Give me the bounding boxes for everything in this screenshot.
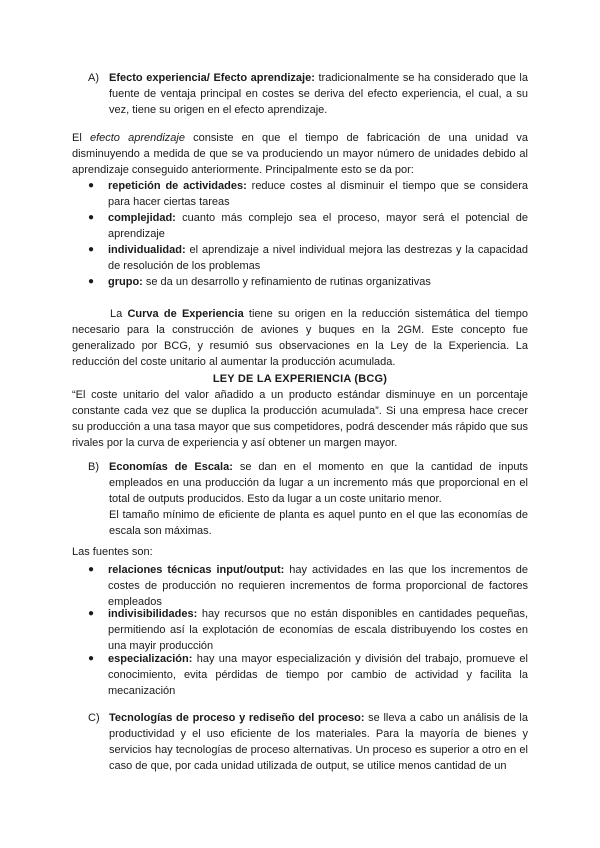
section-a <box>88 70 528 118</box>
law-title: LEY DE LA EXPERIENCIA (BCG) <box>212 373 388 385</box>
curve-bold-term: Curva de Experiencia <box>127 308 244 320</box>
list-item: ● grupo: se da un desarrollo y refinamiento de rutinas organizativas <box>88 276 431 288</box>
list-item: ● individualidad: el aprendizaje a nivel individual mejora las destrezas y la capacidad de resolución de los problemas <box>88 244 528 272</box>
bullet-icon: ● <box>88 180 95 191</box>
section-b-extra: El tamaño mínimo de eficiente de planta es aquel punto en el que las economías de escala son máximas. <box>109 509 528 537</box>
section-a-marker: A) <box>88 72 99 84</box>
section-b-marker: B) <box>88 461 99 473</box>
sources-label: Las fuentes son: <box>72 546 153 558</box>
bullet-icon: ● <box>88 653 95 664</box>
bullet-icon: ● <box>88 608 95 619</box>
section-b-term: Economías de Escala: <box>109 461 233 473</box>
section-a-text: tradicionalmente se ha considerado que la fuente de ventaja principal en costes se deriva del efecto experiencia, el cual, a su vez, tiene su origen en el efecto aprendizaje. <box>109 72 528 116</box>
law-quote: “El coste unitario del valor añadido a un producto estándar disminuye en un porcentaje constante cada vez que se duplica la producción acumulada”. Si una empresa hace crecer su producción a una tasa mayor que sus competidores, podrá descender más rápido que sus rivales por la curva de experiencia y así obtener un margen mayor. <box>72 389 528 449</box>
section-b: B) Economías de Escala: se dan en el momento en que la cantidad de inputs empleados en una producción da lugar a un incremento más que proporcional en el total de outputs producidos. Esto da lugar a un coste unitario menor. El tamaño mínimo de eficiente de planta es aquel punto en el que las economías de escala son máximas. <box>88 461 528 537</box>
bullet-icon: ● <box>88 276 95 287</box>
learning-paragraph: El efecto aprendizaje consiste en que el tiempo de fabricación de una unidad va disminuyendo a medida de que se va produciendo un mayor número de unidades debido al aprendizaje conseguido anteriormente. Principalmente esto se da por: <box>72 132 528 176</box>
list-item: ● especialización: hay una mayor especialización y división del trabajo, promueve el conocimiento, evita pérdidas de tiempo por cambio de actividad y facilita la mecanización <box>88 653 528 697</box>
learning-italic-term: efecto aprendizaje <box>89 132 185 144</box>
curve-paragraph: La Curva de Experiencia tiene su origen en la reducción sistemática del tiempo necesario para la construcción de aviones y buques en la 2GM. Este concepto fue generalizado por BCG, y resumió sus observaciones en la Ley de la Experiencia. La reducción del coste unitario al aumentar la producción acumulada. <box>72 308 528 368</box>
list-item: ● repetición de actividades: reduce costes al disminuir el tiempo que se considera para hacer ciertas tareas <box>88 180 528 208</box>
section-a-term: Efecto experiencia/ Efecto aprendizaje: <box>109 72 315 84</box>
bullet-icon: ● <box>88 212 95 223</box>
section-c: C) Tecnologías de proceso y rediseño del proceso: se lleva a cabo un análisis de la productividad y el uso eficiente de los materiales. Para la mayoría de bienes y servicios hay tecnologías de proceso alternativas. Un proceso es superior a otro en el caso de que, por cada unidad utilizada de output, se utilice menos cantidad de un <box>88 712 528 772</box>
section-c-term: Tecnologías de proceso y rediseño del proceso: <box>109 712 365 724</box>
list-item: ● relaciones técnicas input/output: hay actividades en las que los incrementos de costes de producción no requieren incrementos de forma proporcional de factores empleados <box>88 564 529 608</box>
list-item: ● indivisibilidades: hay recursos que no están disponibles en cantidades pequeñas, permitiendo así la explotación de economías de escala distribuyendo los costes en una mayir producción <box>88 608 528 652</box>
section-c-marker: C) <box>88 712 100 724</box>
bullet-icon: ● <box>88 244 95 255</box>
list-item: ● complejidad: cuanto más complejo sea el proceso, mayor será el potencial de aprendizaje <box>88 212 528 240</box>
bullet-icon: ● <box>88 564 95 575</box>
